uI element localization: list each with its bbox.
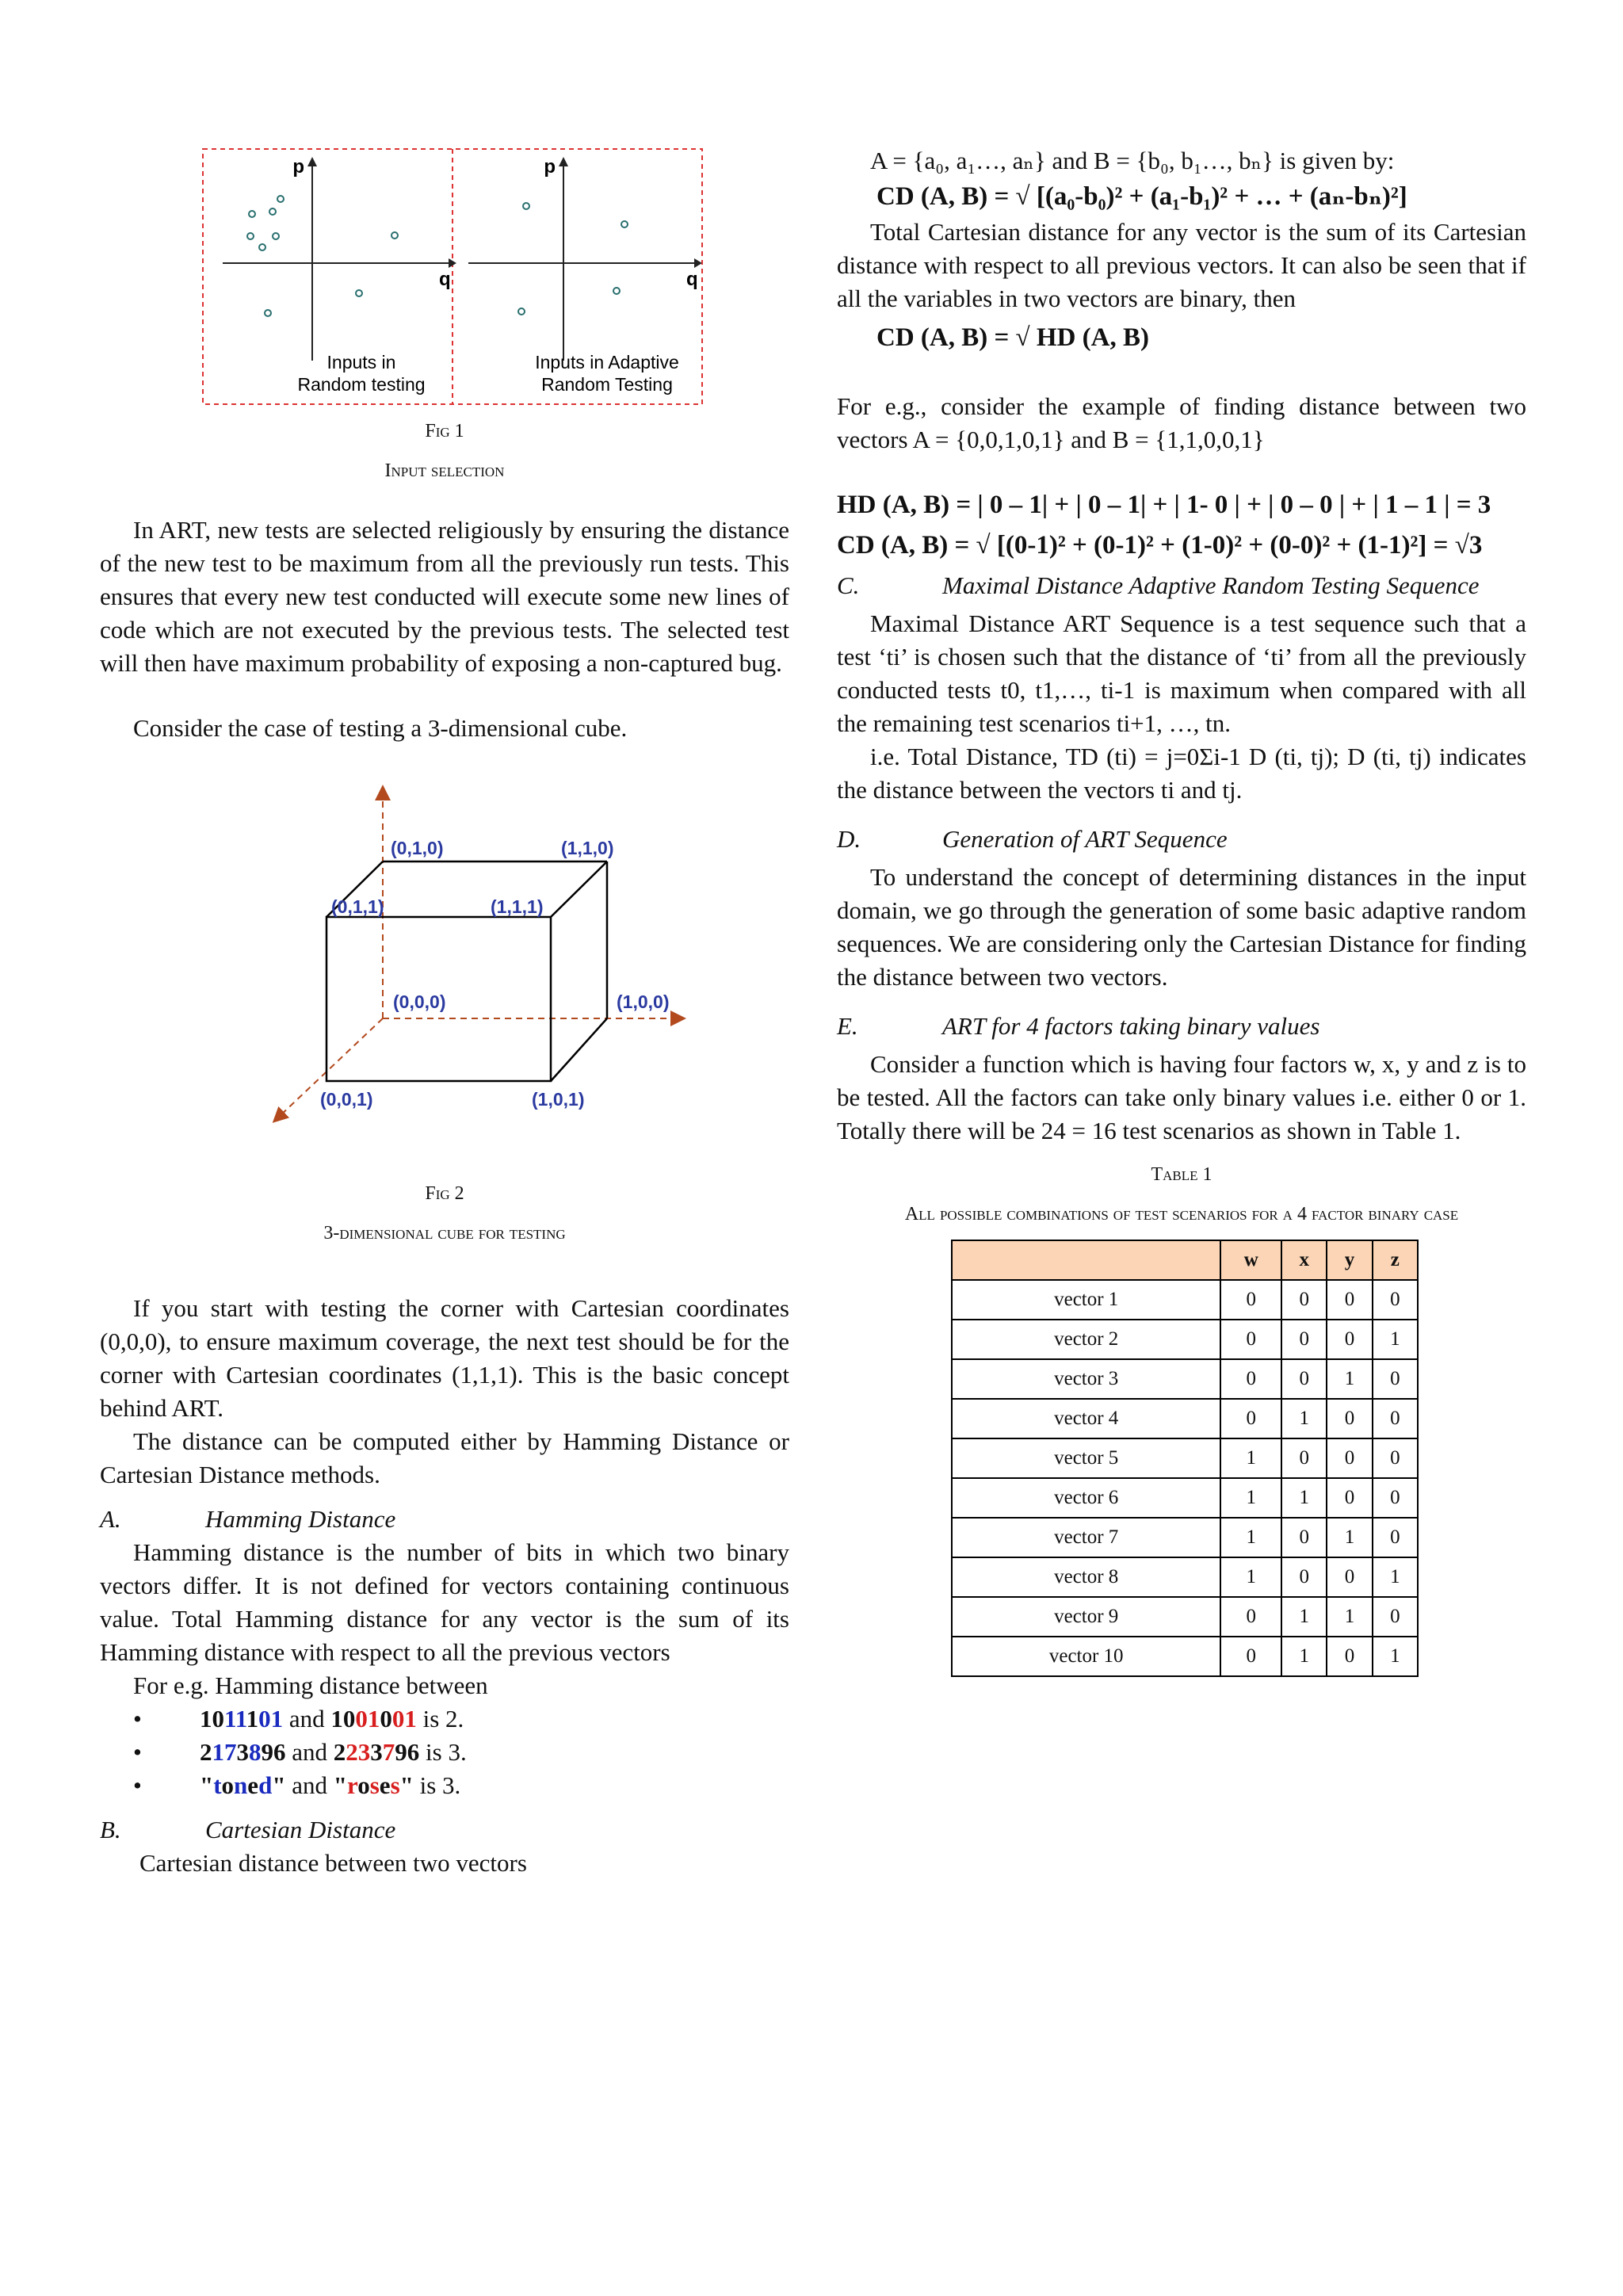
table-cell: 1 <box>1220 1557 1281 1597</box>
table-row-label: vector 5 <box>952 1438 1220 1478</box>
input-selection-diagram <box>100 127 789 412</box>
table-number: Table 1 <box>1151 1164 1212 1185</box>
adaptive-points <box>518 203 628 315</box>
table-cell: 1 <box>1281 1478 1327 1518</box>
fig2-caption-number: Fig 2 <box>425 1183 464 1204</box>
vertex-011: (0,1,1) <box>331 896 384 917</box>
hd-calculation: HD (A, B) = | 0 – 1| + | 0 – 1| + | 1- 0 | + | 0 – 0 | + | 1 – 1 | = 3 <box>837 491 1491 519</box>
table-cell: 0 <box>1373 1478 1418 1518</box>
section-e-number: E. <box>837 1012 858 1040</box>
table-cell: 0 <box>1373 1518 1418 1557</box>
table-header-cell: x <box>1281 1240 1327 1280</box>
table-row <box>952 1438 1418 1478</box>
corner-paragraph: If you start with testing the corner with Cartesian coordinates (0,0,0), to ensure maximum coverage, the next test should be for the corner with Cartesian coordinates (1,1,1). This is the basic concept behind ART. <box>100 1294 789 1422</box>
section-c-heading <box>837 569 1526 602</box>
total-cartesian-paragraph: Total Cartesian distance for any vector is the sum of its Cartesian distance with respect to all previous vectors. It can also be seen that if all the variables in two vectors are binary, then <box>837 218 1526 312</box>
and-text: and <box>285 1771 334 1799</box>
fig1-left-label-1: Inputs in <box>327 352 396 372</box>
left-column <box>100 127 789 1880</box>
table-cell: 0 <box>1373 1597 1418 1637</box>
axis-p-label-left: p <box>292 156 304 178</box>
random-points <box>247 196 398 316</box>
table-cell: 1 <box>1373 1320 1418 1359</box>
table-header-cell: y <box>1327 1240 1372 1280</box>
table-cell: 1 <box>1220 1478 1281 1518</box>
section-a-title: Hamming Distance <box>205 1505 396 1533</box>
table-cell: 0 <box>1327 1637 1372 1676</box>
vertex-001: (0,0,1) <box>320 1089 373 1110</box>
section-c-number: C. <box>837 571 860 599</box>
table-header-cell: z <box>1373 1240 1418 1280</box>
table-cell: 1 <box>1281 1597 1327 1637</box>
example-binary: • 1011101 and 1001001 is 2. <box>100 1702 789 1736</box>
table-cell: 0 <box>1220 1637 1281 1676</box>
axis-q-label-left: q <box>439 269 451 290</box>
table-row-label: vector 2 <box>952 1320 1220 1359</box>
table-cell: 0 <box>1281 1518 1327 1557</box>
section-d-number: D. <box>837 825 861 853</box>
is-3-text: is 3. <box>419 1738 467 1766</box>
table-row <box>952 1597 1418 1637</box>
table-row-label: vector 1 <box>952 1280 1220 1320</box>
example-vectors-paragraph: For e.g., consider the example of finding distance between two vectors A = {0,0,1,0,1} and B = {1,1,0,0,1} <box>837 392 1526 453</box>
bullet: • <box>133 1738 142 1766</box>
table-title: All possible combinations of test scenarios for a 4 factor binary case <box>904 1204 1459 1224</box>
table-cell: 0 <box>1327 1399 1372 1438</box>
section-a-heading <box>100 1503 789 1536</box>
table-header-row <box>952 1240 1418 1280</box>
table-row-label: vector 3 <box>952 1359 1220 1399</box>
table-body <box>952 1280 1418 1676</box>
table-cell: 1 <box>1281 1399 1327 1438</box>
vertex-100: (1,0,0) <box>617 991 670 1012</box>
table-cell: 0 <box>1327 1478 1372 1518</box>
hamming-example-intro: For e.g. Hamming distance between <box>133 1671 488 1699</box>
bullet: • <box>133 1705 142 1733</box>
section-a-number: A. <box>100 1505 121 1533</box>
table-row-label: vector 4 <box>952 1399 1220 1438</box>
table-row <box>952 1518 1418 1557</box>
table-cell: 0 <box>1327 1320 1372 1359</box>
table-cell: 0 <box>1281 1557 1327 1597</box>
table-cell: 1 <box>1373 1557 1418 1597</box>
axis-p-label-right: p <box>544 156 556 178</box>
fig1-caption-number: Fig 1 <box>425 421 464 441</box>
cartesian-intro: Cartesian distance between two vectors <box>139 1849 527 1877</box>
section-c-title: Maximal Distance Adaptive Random Testing Sequence <box>942 571 1480 599</box>
and-text: and <box>285 1738 334 1766</box>
test-scenarios-table <box>951 1240 1419 1677</box>
section-b-title: Cartesian Distance <box>205 1816 396 1843</box>
bullet: • <box>133 1771 142 1799</box>
fig1-caption-title: Input selection <box>384 460 505 481</box>
right-column <box>837 127 1526 1677</box>
hamming-examples-list <box>100 1702 789 1802</box>
art-intro-paragraph: In ART, new tests are selected religiously by ensuring the distance of the new test to be maximum from all the previously run tests. This ensures that every new test conducted will execute some new lines of code which are not executed by the previous tests. The selected test will then have maximum probability of exposing a non-captured bug. <box>100 516 789 677</box>
table-row <box>952 1280 1418 1320</box>
table-cell: 1 <box>1220 1438 1281 1478</box>
and-text: and <box>283 1705 331 1733</box>
maximal-distance-paragraph: Maximal Distance ART Sequence is a test sequence such that a test ‘ti’ is chosen such that the distance of ‘ti’ from all the previously conducted tests t0, t1,…, ti-1 is maximum when compared with all the remaining test scenarios ti+1, …, tn. <box>837 609 1526 737</box>
figure-1 <box>100 127 789 412</box>
table-row-label: vector 6 <box>952 1478 1220 1518</box>
table-cell: 0 <box>1327 1557 1372 1597</box>
vertex-000: (0,0,0) <box>393 991 446 1012</box>
table-row-label: vector 9 <box>952 1597 1220 1637</box>
axis-q-label-right: q <box>686 269 698 290</box>
example-decimal: • 2173896 and 2233796 is 3. <box>100 1736 789 1769</box>
table-cell: 1 <box>1281 1637 1327 1676</box>
section-e-title: ART for 4 factors taking binary values <box>942 1012 1320 1040</box>
section-b-number: B. <box>100 1816 121 1843</box>
cd-hd-formula: CD (A, B) = √ HD (A, B) <box>876 323 1149 352</box>
is-2-text: is 2. <box>416 1705 464 1733</box>
four-factor-paragraph: Consider a function which is having four factors w, x, y and z is to be tested. All the factors can take only binary values i.e. either 0 or 1. Totally there will be 24 = 16 test scenarios as shown in Table 1. <box>837 1050 1526 1144</box>
distance-methods-paragraph: The distance can be computed either by Hamming Distance or Cartesian Distance methods. <box>100 1427 789 1488</box>
example-strings: • "toned" and "roses" is 3. <box>100 1769 789 1802</box>
cube-intro-paragraph: Consider the case of testing a 3-dimensional cube. <box>133 714 628 742</box>
vertex-111: (1,1,1) <box>491 896 544 917</box>
table-cell: 1 <box>1373 1637 1418 1676</box>
vectors-definition: A = {a₀, a₁…, aₙ} and B = {b₀, b₁…, bₙ} is given by: <box>870 147 1395 174</box>
table-cell: 0 <box>1327 1280 1372 1320</box>
section-d-heading <box>837 823 1526 856</box>
table-cell: 0 <box>1281 1438 1327 1478</box>
table-row-label: vector 8 <box>952 1557 1220 1597</box>
is-3-text: is 3. <box>413 1771 461 1799</box>
table-cell: 0 <box>1281 1359 1327 1399</box>
table-cell: 0 <box>1373 1399 1418 1438</box>
cube-diagram <box>100 769 789 1181</box>
table-cell: 0 <box>1220 1399 1281 1438</box>
table-cell: 0 <box>1373 1359 1418 1399</box>
section-b-heading <box>100 1813 789 1847</box>
table-row <box>952 1557 1418 1597</box>
section-d-title: Generation of ART Sequence <box>942 825 1228 853</box>
table-row <box>952 1359 1418 1399</box>
table-header-cell: w <box>1220 1240 1281 1280</box>
table-row <box>952 1478 1418 1518</box>
fig1-right-label-2: Random Testing <box>541 374 673 395</box>
table-cell: 0 <box>1281 1280 1327 1320</box>
cube-edges <box>327 861 607 1081</box>
cd-general-formula: CD (A, B) = √ [(a₀-b₀)² + (a₁-b₁)² + … + (aₙ-bₙ)²] <box>876 182 1407 211</box>
total-distance-paragraph: i.e. Total Distance, TD (ti) = j=0Σi-1 D (ti, tj); D (ti, tj) indicates the distance between the vectors ti and tj. <box>837 743 1526 804</box>
cd-calculation: CD (A, B) = √ [(0-1)² + (0-1)² + (1-0)² + (0-0)² + (1-1)²] = √3 <box>837 531 1483 560</box>
fig2-caption-title: 3-dimensional cube for testing <box>323 1223 566 1244</box>
table-cell: 0 <box>1327 1438 1372 1478</box>
table-row <box>952 1320 1418 1359</box>
table-cell: 0 <box>1220 1597 1281 1637</box>
table-cell: 0 <box>1220 1320 1281 1359</box>
table-cell: 1 <box>1327 1359 1372 1399</box>
figure-2 <box>100 769 789 1181</box>
generation-paragraph: To understand the concept of determining distances in the input domain, we go through the generation of some basic adaptive random sequences. We are considering only the Cartesian Distance for finding the distance between two vectors. <box>837 863 1526 991</box>
table-cell: 0 <box>1281 1320 1327 1359</box>
hamming-paragraph: Hamming distance is the number of bits in which two binary vectors differ. It is not defined for vectors containing continuous value. Total Hamming distance for any vector is the sum of its Hamming distance with respect to all the previous vectors <box>100 1538 789 1666</box>
vertex-101: (1,0,1) <box>532 1089 585 1110</box>
fig1-left-label-2: Random testing <box>297 374 426 395</box>
table-row <box>952 1637 1418 1676</box>
table-row-label: vector 10 <box>952 1637 1220 1676</box>
table-row-label: vector 7 <box>952 1518 1220 1557</box>
table-cell: 0 <box>1220 1359 1281 1399</box>
vertex-010: (0,1,0) <box>391 838 444 858</box>
table-cell: 0 <box>1220 1280 1281 1320</box>
table-cell: 1 <box>1327 1597 1372 1637</box>
table-cell: 0 <box>1373 1280 1418 1320</box>
fig1-right-label-1: Inputs in Adaptive <box>535 352 679 372</box>
table-row <box>952 1399 1418 1438</box>
vertex-110: (1,1,0) <box>561 838 614 858</box>
table-header-cell <box>952 1240 1220 1280</box>
section-e-heading <box>837 1010 1526 1043</box>
table-cell: 1 <box>1327 1518 1372 1557</box>
table-cell: 0 <box>1373 1438 1418 1478</box>
table-cell: 1 <box>1220 1518 1281 1557</box>
